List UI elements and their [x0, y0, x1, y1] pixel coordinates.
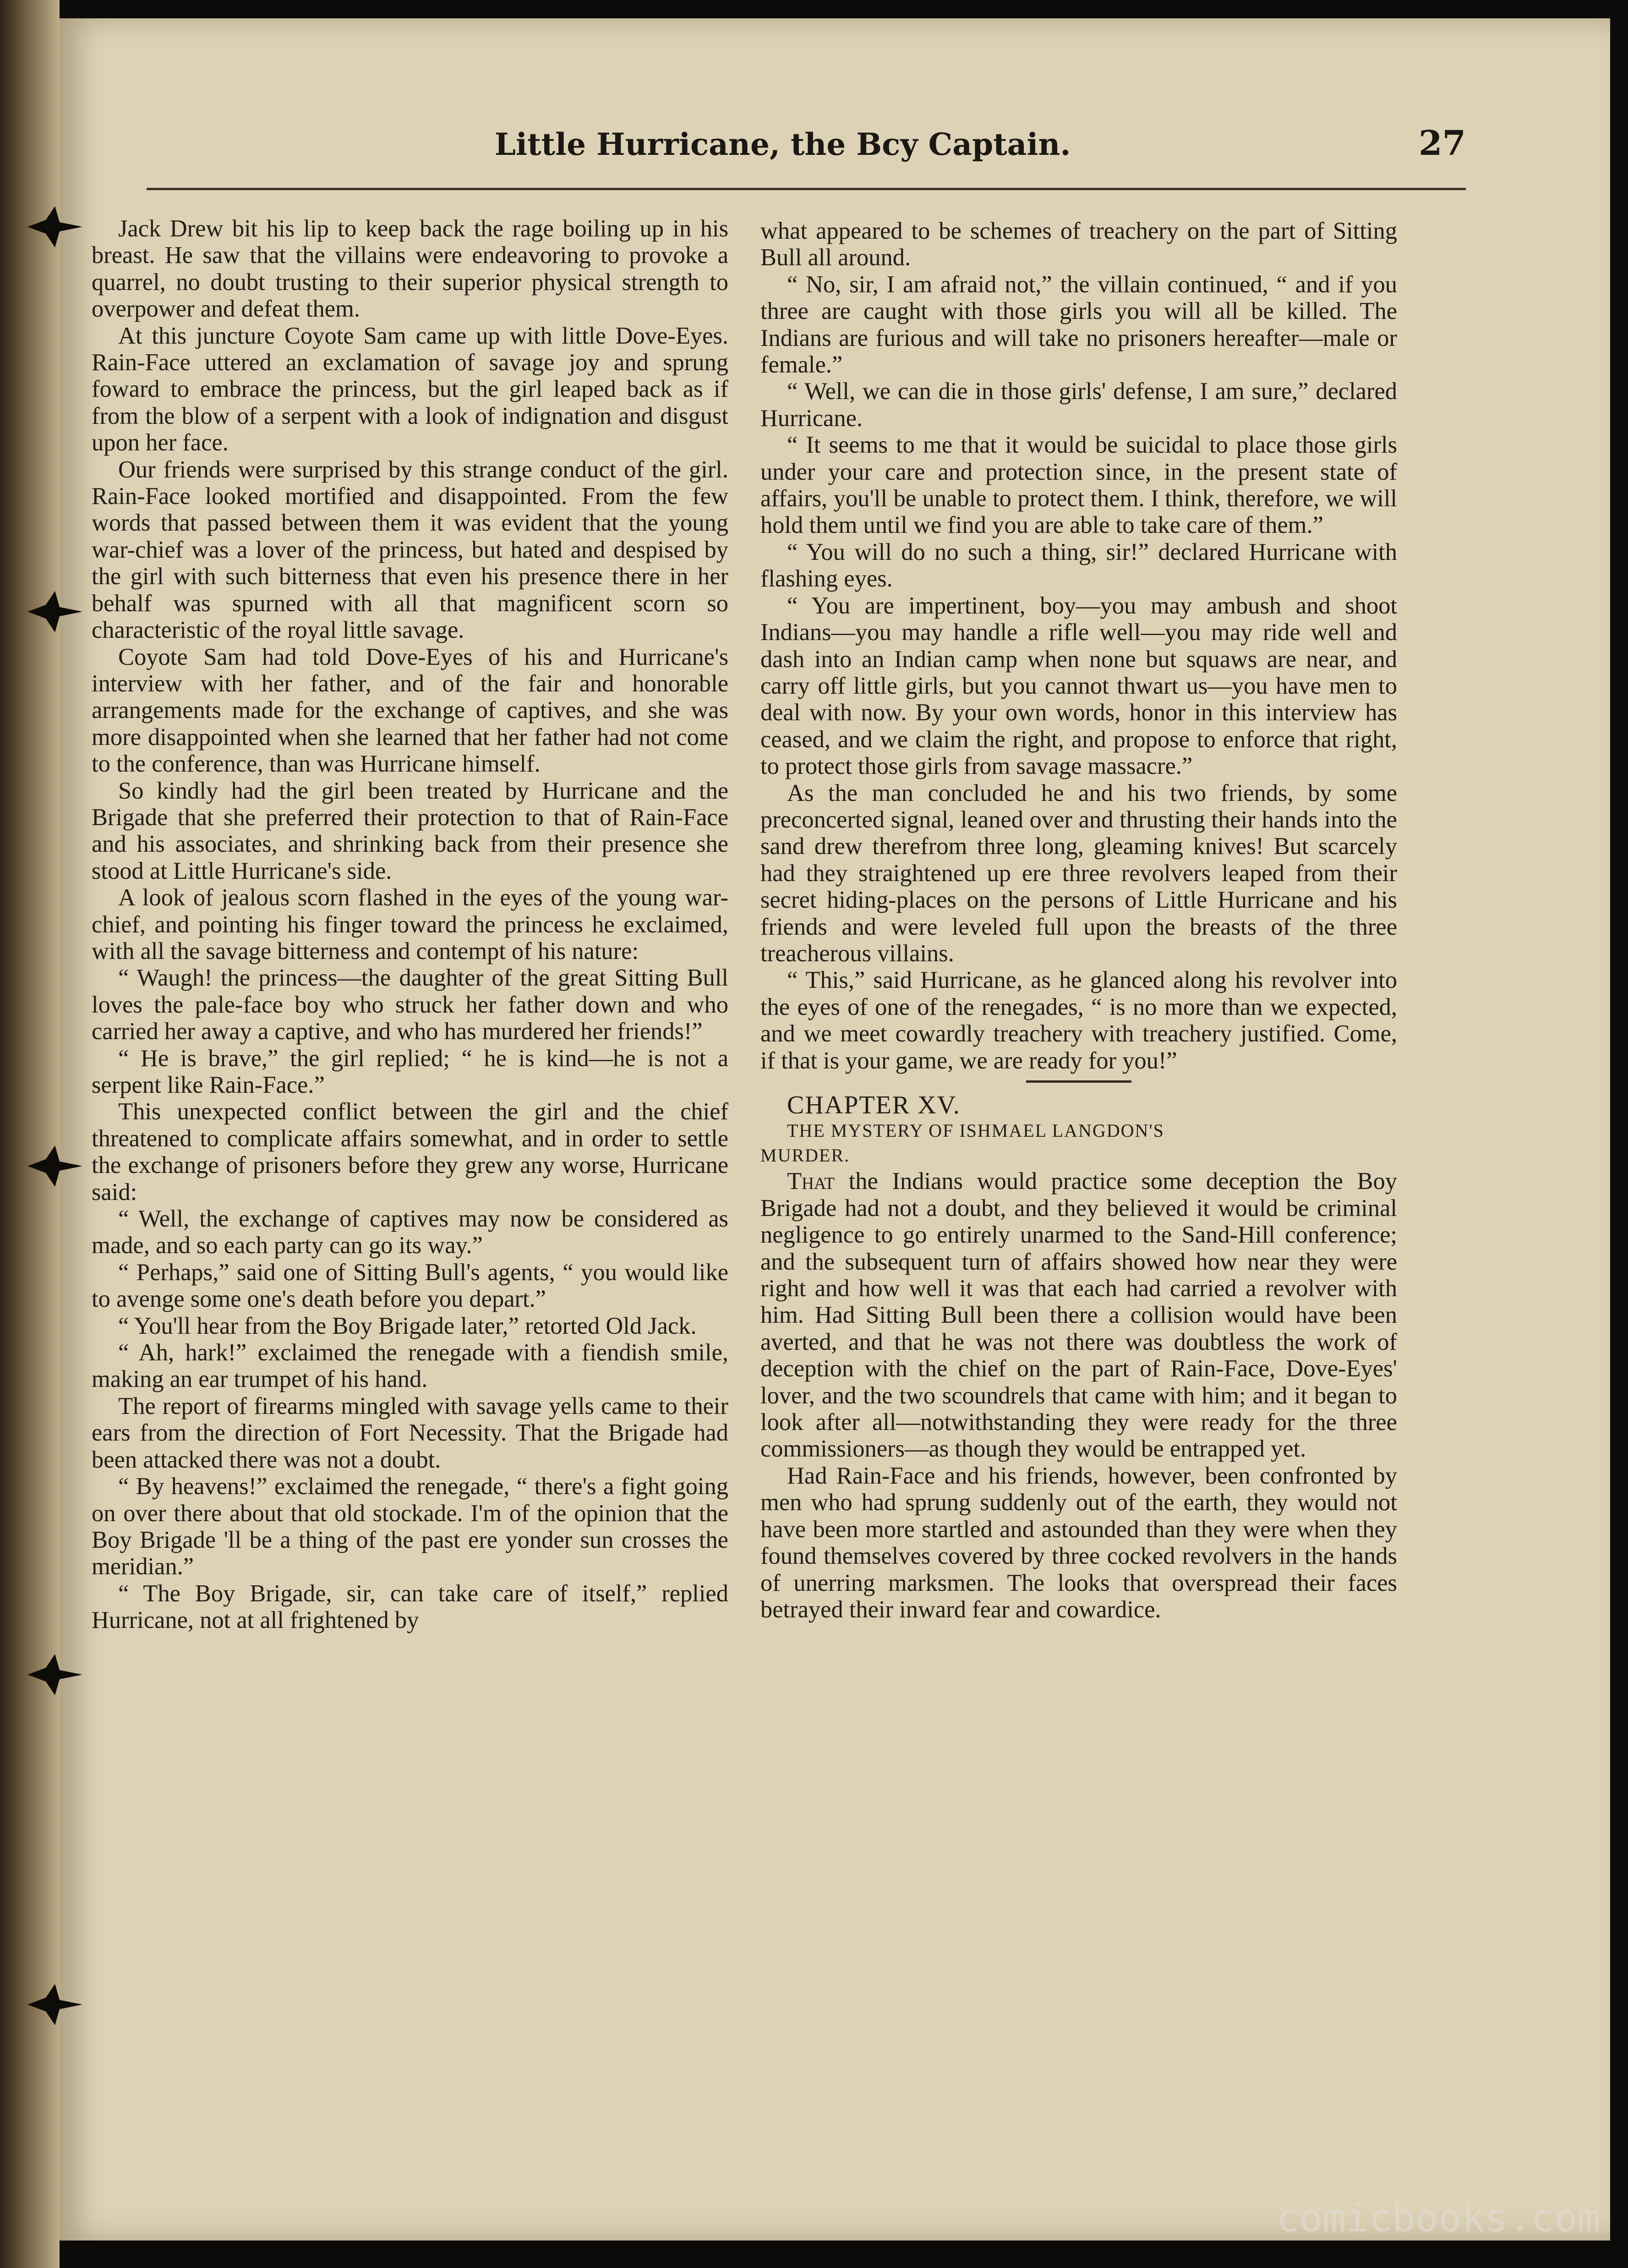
chapter-subtitle [760, 1118, 1397, 1168]
paragraph: At this juncture Coyote Sam came up with little Dove-Eyes. Rain-Face uttered an exclamation of savage joy and sprung foward to embrace the princess, but the girl leaped back as if from the blow of a serpent with a look of indignation and disgust upon her face. [92, 322, 728, 456]
paragraph: “ You are impertinent, boy—you may ambush and shoot Indians—you may handle a rifle well—you may ride well and dash into an Indian camp when none but squaws are near, and carry off little girls, but you cannot thwart us—you have men to deal with now. By your own words, honor in this interview has ceased, and we claim the right, and propose to enforce that right, to protect those girls from savage massacre.” [760, 592, 1397, 780]
header-rule [147, 188, 1466, 190]
paragraph: “ By heavens!” exclaimed the renegade, “ there's a fight going on over there about that old stockade. I'm of the opinion that the Boy Brigade 'll be a thing of the past ere yonder sun crosses the meridian.” [92, 1473, 728, 1580]
paragraph: “ Ah, hark!” exclaimed the renegade with a fiendish smile, making an ear trumpet of his hand. [92, 1339, 728, 1393]
book-spine [0, 0, 60, 2268]
stitch-mark-icon [27, 1145, 82, 1187]
paragraph: “ You'll hear from the Boy Brigade later,” retorted Old Jack. [118, 1312, 697, 1339]
paragraph: “ No, sir, I am afraid not,” the villain continued, “ and if you three are caught with those girls you will all be killed. The Indians are furious and will take no prisoners hereafter—male or female.” [760, 271, 1397, 378]
chapter-subtitle-line: MURDER. [760, 1145, 850, 1166]
page-number: 27 [1419, 124, 1466, 163]
chapter-subtitle-line: THE MYSTERY OF ISHMAEL LANGDON'S [787, 1120, 1164, 1141]
paragraph: “ He is brave,” the girl replied; “ he is kind—he is not a serpent like Rain-Face.” [92, 1045, 728, 1098]
paragraph-text: the Indians would practice some deception the Boy Brigade had not a doubt, and they believed it would be criminal negligence to go entirely unarmed to the Sand-Hill conference; and the subsequent turn of affairs showed how near they were right and how well it was that each had carried a revolver with him. Had Sitting Bull been there a collision would have been averted, and that he was not there was doubtless the work of deception with the chief on the part of Rain-Face, Dove-Eyes' lover, and the two scoundrels that came with him; and it began to look after all—notwithstanding they were ready for the three commissioners—as though they would be entrapped yet. [760, 1168, 1397, 1463]
paragraph: “ It seems to me that it would be suicidal to place those girls under your care and protection since, in the present state of affairs, you'll be unable to protect them. I think, therefore, we will hold them until we find you are able to take care of them.” [760, 432, 1397, 539]
paragraph: “ Perhaps,” said one of Sitting Bull's agents, “ you would like to avenge some one's death before you depart.” [92, 1259, 728, 1313]
right-column [760, 218, 1397, 2174]
paragraph: “ The Boy Brigade, sir, can take care of itself,” replied Hurricane, not at all frightened by [92, 1580, 728, 1634]
section-divider [1026, 1080, 1131, 1083]
lead-word: That [787, 1168, 835, 1195]
paragraph: Our friends were surprised by this strange conduct of the girl. Rain-Face looked mortified and disappointed. From the few words that passed between them it was evident that the young war-chief was a lover of the princess, but hated and despised by the girl with such bitterness that even his presence there in her behalf was spurned with all that magnificent scorn so characteristic of the royal little savage. [92, 456, 728, 644]
paragraph: “ Well, the exchange of captives may now be considered as made, and so each party can go its way.” [92, 1205, 728, 1259]
paragraph: The report of firearms mingled with savage yells came to their ears from the direction of Fort Necessity. That the Brigade had been attacked there was not a doubt. [92, 1392, 728, 1473]
paragraph: A look of jealous scorn flashed in the eyes of the young war-chief, and pointing his finger toward the princess he exclaimed, with all the savage bitterness and contempt of his nature: [92, 884, 728, 964]
stitch-mark-icon [27, 206, 82, 247]
paragraph: “ You will do no such a thing, sir!” declared Hurricane with flashing eyes. [760, 538, 1397, 592]
running-header [147, 124, 1466, 174]
stitch-mark-icon [27, 1984, 82, 2025]
paragraph: Coyote Sam had told Dove-Eyes of his and Hurricane's interview with her father, and of the fair and honorable arrangements made for the exchange of captives, and she was more disappointed when she learned that her father had not come to the conference, than was Hurricane himself. [92, 643, 728, 778]
stitch-mark-icon [27, 1654, 82, 1695]
paragraph: “ Well, we can die in those girls' defense, I am sure,” declared Hurricane. [760, 378, 1397, 432]
chapter-heading: CHAPTER XV. [787, 1091, 961, 1119]
paragraph: So kindly had the girl been treated by Hurricane and the Brigade that she preferred their protection to that of Rain-Face and his associates, and shrinking back from their presence she stood at Little Hurricane's side. [92, 777, 728, 884]
paragraph: what appeared to be schemes of treachery on the part of Sitting Bull all around. [760, 218, 1397, 271]
chapter-paragraph: Had Rain-Face and his friends, however, been confronted by men who had sprung suddenly out of the earth, they would not have been more startled and astounded than they were when they found themselves covered by three cocked revolvers in the hands of unerring marksmen. The looks that overspread their faces betrayed their inward fear and cowardice. [760, 1462, 1397, 1623]
left-column [92, 215, 728, 2172]
paragraph: “ This,” said Hurricane, as he glanced along his revolver into the eyes of one of the renegades, “ is no more than we expected, and we meet cowardly treachery with treachery justified. Come, if that is your game, we are ready for you!” [760, 967, 1397, 1074]
paragraph: Jack Drew bit his lip to keep back the rage boiling up in his breast. He saw that the villains were endeavoring to provoke a quarrel, no doubt trusting to their superior physical strength to overpower and defeat them. [92, 215, 728, 323]
paragraph: As the man concluded he and his two friends, by some preconcerted signal, leaned over and thrusting their hands into the sand drew therefrom three long, gleaming knives! But scarcely had they straightened up ere three revolvers leaped from their secret hiding-places on the persons of Little Hurricane and his friends and were leveled full upon the breasts of the three treacherous villains. [760, 779, 1397, 967]
running-title: Little Hurricane, the Bcy Captain. [494, 126, 1071, 162]
paragraph: “ Waugh! the princess—the daughter of the great Sitting Bull loves the pale-face boy who struck her father down and who carried her away a captive, and who has murdered her friends!” [92, 964, 728, 1045]
paragraph: This unexpected conflict between the girl and the chief threatened to complicate affairs somewhat, and in order to settle the exchange of prisoners before they grew any worse, Hurricane said: [92, 1098, 728, 1205]
chapter-paragraph [760, 1168, 1397, 1462]
watermark: comicbooks.com [1276, 2196, 1601, 2241]
stitch-mark-icon [27, 591, 82, 632]
